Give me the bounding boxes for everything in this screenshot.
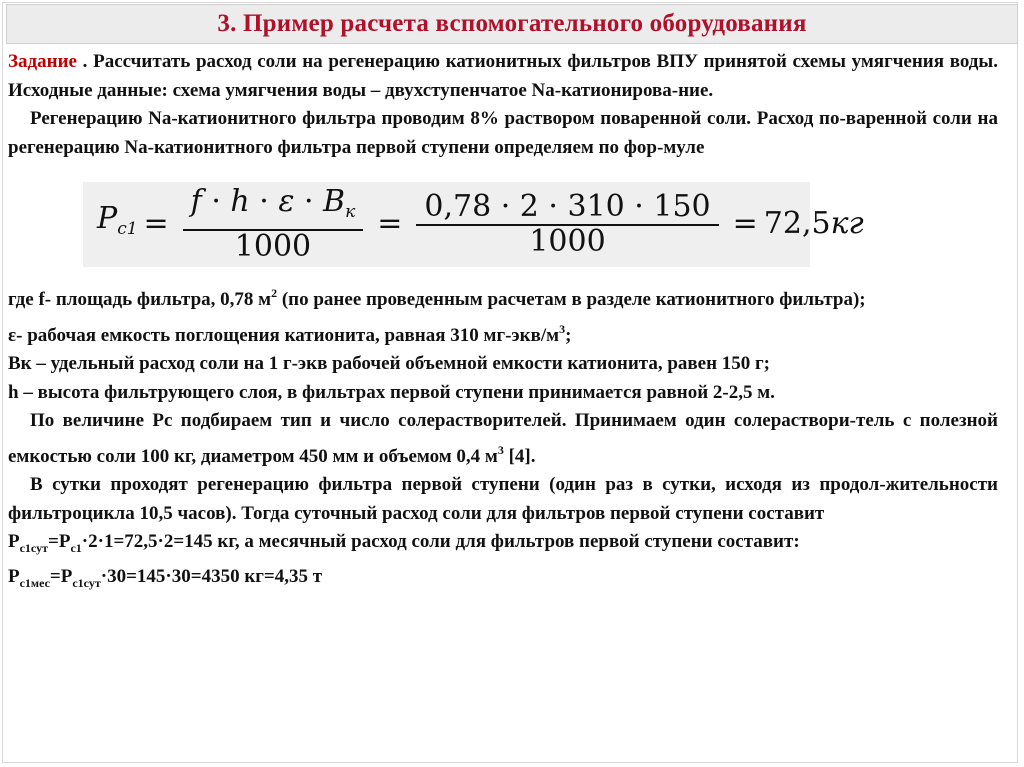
formula-eq-3: = (732, 206, 758, 242)
slide-content (8, 48, 998, 597)
formula-eq-2: = (377, 206, 403, 242)
def-h: h – высота фильтрующего слоя, в фильтрах первой ступени принимается равной 2-2,5 м. (8, 381, 775, 403)
dissolver-paragraph: По величине Рс подбираем тип и число солерастворителей. Принимаем один солераствори-тель с полезной емкостью соли 100 кг, диаметром 450 мм и объемом 0,4 $м^3$ [4]. (8, 410, 998, 467)
formula-eq-1: = (143, 206, 169, 242)
calc-daily: $Р_{с1сут}=Р_{с1}\cdot 2\cdot 1=72,5\cdot 2=145$ кг, а месячный расход соли для фильтров первой ступени составит: (8, 531, 800, 555)
calc-monthly: $Р_{с1мес}=Р_{с1сут}\cdot 30=145\cdot 30=4350$ кг=4,35 т (8, 565, 323, 590)
formula-lhs: $P_{c1}$ (97, 201, 138, 240)
regeneration-paragraph: Регенерацию Na-катионитного фильтра проводим 8% раствором поваренной соли. Расход по-варенной соли на регенерацию Na-катионитного фильтра первой ступени определяем по фор-муле (8, 108, 998, 158)
task-text: . Рассчитать расход соли на регенерацию катионитных фильтров ВПУ принятой схемы умягчения воды. Исходные данные: схема умягчения воды – двухступенчатое Na-катионирова-ние. (8, 51, 998, 101)
daily-paragraph: В сутки проходят регенерацию фильтра первой ступени (один раз в сутки, исходя из продол-жительности фильтроцикла 10,5 часов). Тогда суточный расход соли для фильтров первой ступени составит (8, 474, 998, 524)
formula-numerator-1: $f \cdot h \cdot \varepsilon \cdot B_к$ (183, 188, 364, 231)
formula-box (83, 182, 864, 267)
def-f: где f- площадь фильтра, 0,78 $м^2$ (по ранее проведенным расчетам в разделе катионитного фильтра); (8, 286, 866, 310)
def-bk: Вк – удельный расход соли на 1 г-экв рабочей объемной емкости катионита, равен 150 г; (8, 353, 771, 374)
formula-numerator-2: 0,78 · 2 · 310 · 150 (416, 193, 718, 226)
formula-fraction-1 (183, 184, 364, 264)
formula-denominator-2: 1000 (529, 223, 606, 259)
slide-title: 3. Пример расчета вспомогательного оборудования (217, 10, 807, 37)
formula-fraction-2 (416, 189, 718, 259)
title-bar (6, 4, 1018, 44)
def-eps: ε- рабочая емкость поглощения катионита, равная 310 $мг-экв/м^3$; (8, 321, 572, 346)
formula-result: 72,5кг (763, 206, 864, 242)
task-label: Задание (8, 51, 77, 72)
task-paragraph (8, 48, 998, 105)
formula-denominator-1: 1000 (234, 228, 312, 264)
